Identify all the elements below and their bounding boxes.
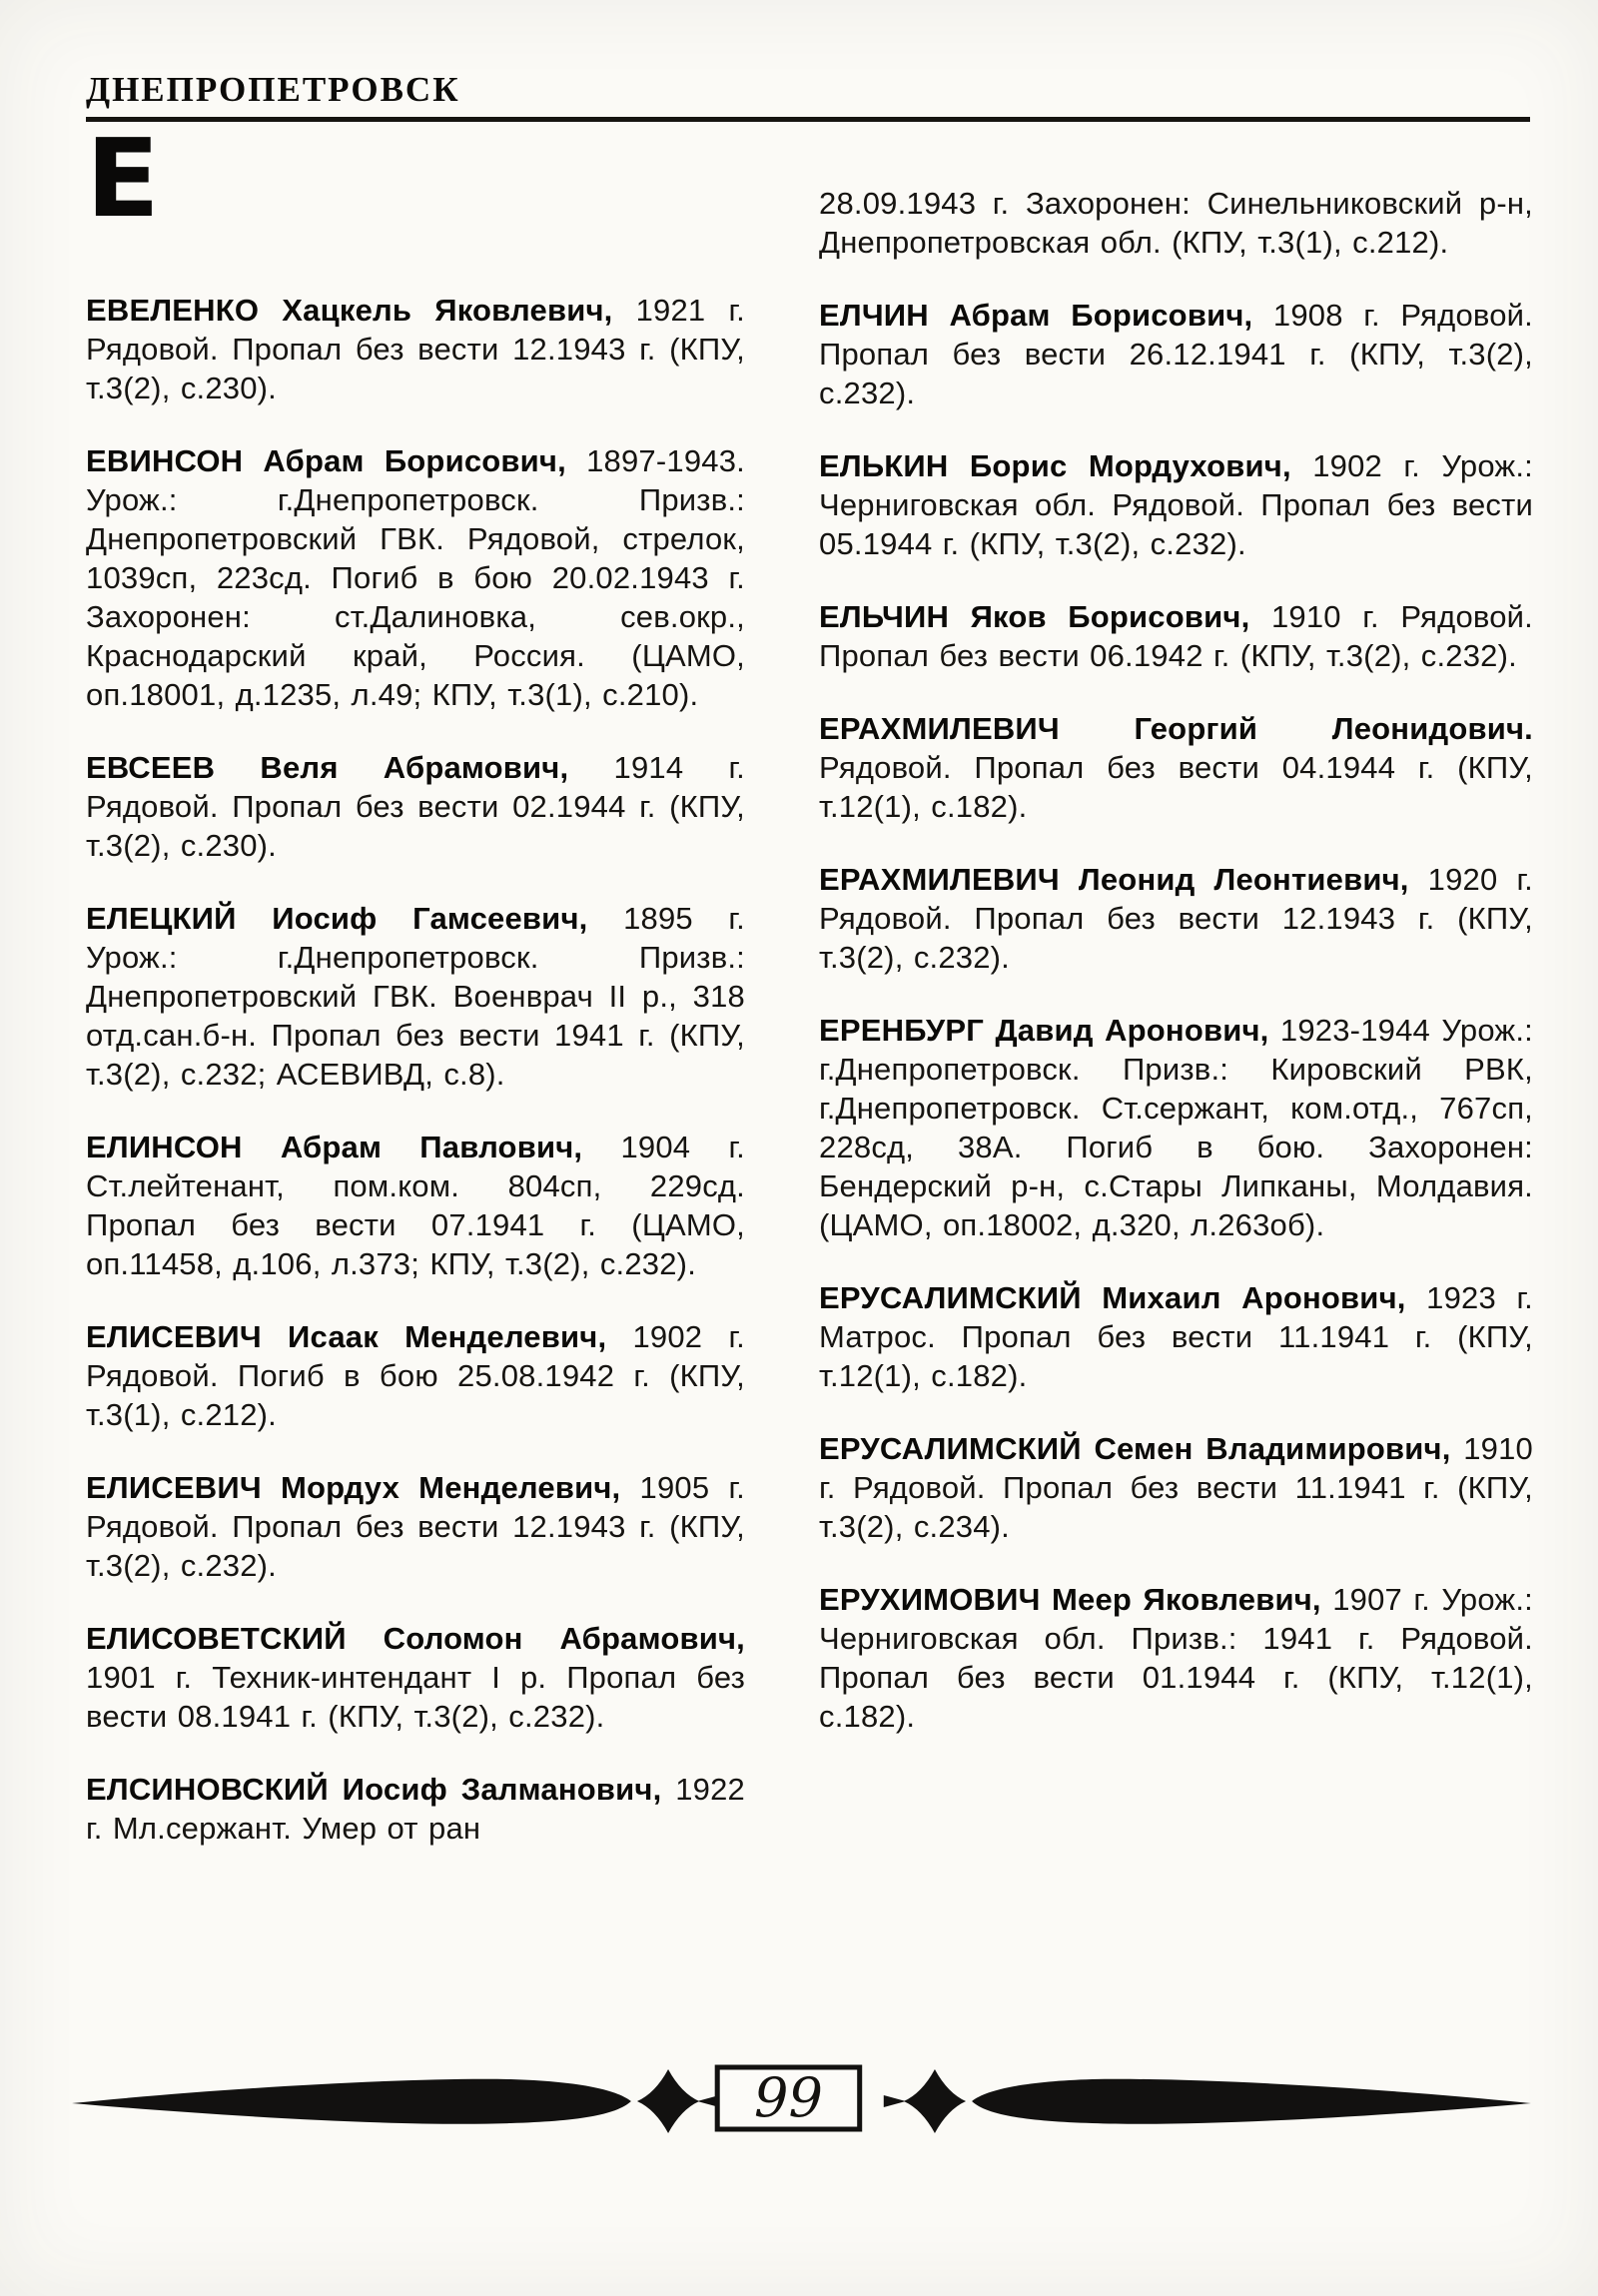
entry [819,296,1533,412]
entry-person-name: ЕЛИНСОН Абрам Павлович, [86,1130,583,1165]
entry [819,860,1533,977]
entry [86,291,745,407]
entry [819,446,1533,563]
entry-details: 1922 г. Мл.сержант. Умер от ран [86,1772,745,1847]
entry-details: 1910 г. Рядовой. Пропал без вести 11.1941 г. (КПУ, т.3(2), с.234). [819,1431,1533,1544]
entry-person-name: ЕРУСАЛИМСКИЙ Семен Владимирович, [819,1431,1451,1466]
entry [86,1468,745,1585]
entry-details: 1901 г. Техник-интендант I р. Пропал без вести 08.1941 г. (КПУ, т.3(2), с.232). [86,1660,745,1735]
section-letter: Е [86,130,160,242]
entry [819,1429,1533,1546]
entry [819,1011,1533,1244]
entry [819,597,1533,675]
entry-person-name: ЕРУХИМОВИЧ Меер Яковлевич, [819,1582,1321,1617]
entry-person-name: ЕРУСАЛИМСКИЙ Михаил Аронович, [819,1280,1406,1315]
entry [86,1128,745,1283]
entry-person-name: ЕЛСИНОВСКИЙ Иосиф Залманович, [86,1772,662,1808]
entries-columns [86,130,1533,2052]
entry-person-name: ЕЛИСЕВИЧ Исаак Менделевич, [86,1319,607,1355]
entry [86,1619,745,1736]
entry-continuation [819,184,1533,262]
entry-details: 1920 г. Рядовой. Пропал без вести 12.1943 г. (КПУ, т.3(2), с.232). [819,862,1533,975]
entry-person-name: ЕЛИСОВЕТСКИЙ Соломон Абрамович, [86,1621,745,1657]
entry-details: 1902 г. Рядовой. Погиб в бою 25.08.1942 г. (КПУ, т.3(1), с.212). [86,1319,745,1433]
page-footer [70,2055,1533,2147]
entry-details: 1923-1944 Урож.: г.Днепропетровск. Призв.: Кировский РВК, г.Днепропетровск. Ст.сержант, ком.отд., 767сп, 228сд, 38А. Погиб в бою. Захоронен: Бендерский р-н, с.Стары Липканы, Молдавия. (ЦАМО, оп.18002, д.320, л.263об). [819,1013,1533,1242]
entry [86,441,745,714]
footer-ornament [70,2055,1533,2147]
entry [86,748,745,865]
entry [819,1580,1533,1736]
entry [819,1278,1533,1395]
entry-person-name: ЕЛИСЕВИЧ Мордух Менделевич, [86,1470,621,1506]
entry [86,1770,745,1848]
entry-person-name: ЕЛЧИН Абрам Борисович, [819,298,1253,333]
entry-details: 1897-1943. Урож.: г.Днепропетровск. Призв.: Днепропетровский ГВК. Рядовой, стрелок, 1039сп, 223сд. Погиб в бою 20.02.1943 г. Захоронен: ст.Далиновка, сев.окр., Краснодарский край, Россия. (ЦАМО, оп.18001, д.1235, л.49; КПУ, т.3(1), с.210). [86,443,745,713]
entry-details: 1921 г. Рядовой. Пропал без вести 12.1943 г. (КПУ, т.3(2), с.230). [86,293,745,406]
entry-person-name: ЕРЕНБУРГ Давид Аронович, [819,1013,1269,1048]
entry-person-name: ЕРАХМИЛЕВИЧ Георгий Леонидович. [819,711,1533,746]
column-left [86,130,745,2052]
entry-person-name: ЕЛЬЧИН Яков Борисович, [819,599,1250,634]
ornament-left-icon [72,2069,719,2133]
entry-details: 1923 г. Матрос. Пропал без вести 11.1941 г. (КПУ, т.12(1), с.182). [819,1280,1533,1393]
region-title: ДНЕПРОПЕТРОВСК [86,70,460,109]
entry-details: 1910 г. Рядовой. Пропал без вести 06.1942 г. (КПУ, т.3(2), с.232). [819,599,1533,673]
entry-details: 1908 г. Рядовой. Пропал без вести 26.12.1941 г. (КПУ, т.3(2), с.232). [819,298,1533,410]
entry [819,709,1533,826]
entry-person-name: ЕВЕЛЕНКО Хацкель Яковлевич, [86,293,613,329]
ornament-right-icon [884,2069,1531,2133]
entry-details: 1905 г. Рядовой. Пропал без вести 12.1943 г. (КПУ, т.3(2), с.232). [86,1470,745,1584]
entry-person-name: ЕЛЬКИН Борис Мордухович, [819,448,1291,483]
column-right [819,130,1533,2052]
entry-details: 1902 г. Урож.: Черниговская обл. Рядовой. Пропал без вести 05.1944 г. (КПУ, т.3(2), с.232). [819,448,1533,561]
entry-person-name: ЕЛЕЦКИЙ Иосиф Гамсеевич, [86,901,588,937]
entry-person-name: ЕВИНСОН Абрам Борисович, [86,443,566,479]
entry-details: 1895 г. Урож.: г.Днепропетровск. Призв.: Днепропетровский ГВК. Военврач II р., 318 отд.сан.б-н. Пропал без вести 1941 г. (КПУ, т.3(2), с.232; АСЕВИВД, с.8). [86,901,745,1093]
entry-details: Рядовой. Пропал без вести 04.1944 г. (КПУ, т.12(1), с.182). [819,750,1533,824]
entry-details: 1907 г. Урож.: Черниговская обл. Призв.: 1941 г. Рядовой. Пропал без вести 01.1944 г. (КПУ, т.12(1), с.182). [819,1582,1533,1734]
entry [86,899,745,1094]
entry-details: 28.09.1943 г. Захоронен: Синельниковский р-н, Днепропетровская обл. (КПУ, т.3(1), с.212). [819,186,1533,260]
entry-details: 1904 г. Ст.лейтенант, пом.ком. 804сп, 229сд. Пропал без вести 07.1941 г. (ЦАМО, оп.11458, д.106, л.373; КПУ, т.3(2), с.232). [86,1130,745,1282]
page-number: 99 [753,2066,823,2129]
entry-details: 1914 г. Рядовой. Пропал без вести 02.1944 г. (КПУ, т.3(2), с.230). [86,750,745,864]
entry [86,1317,745,1434]
header-rule [86,117,1530,122]
entry-person-name: ЕРАХМИЛЕВИЧ Леонид Леонтиевич, [819,862,1409,897]
page-header [0,0,1598,122]
entry-person-name: ЕВСЕЕВ Веля Абрамович, [86,750,569,786]
